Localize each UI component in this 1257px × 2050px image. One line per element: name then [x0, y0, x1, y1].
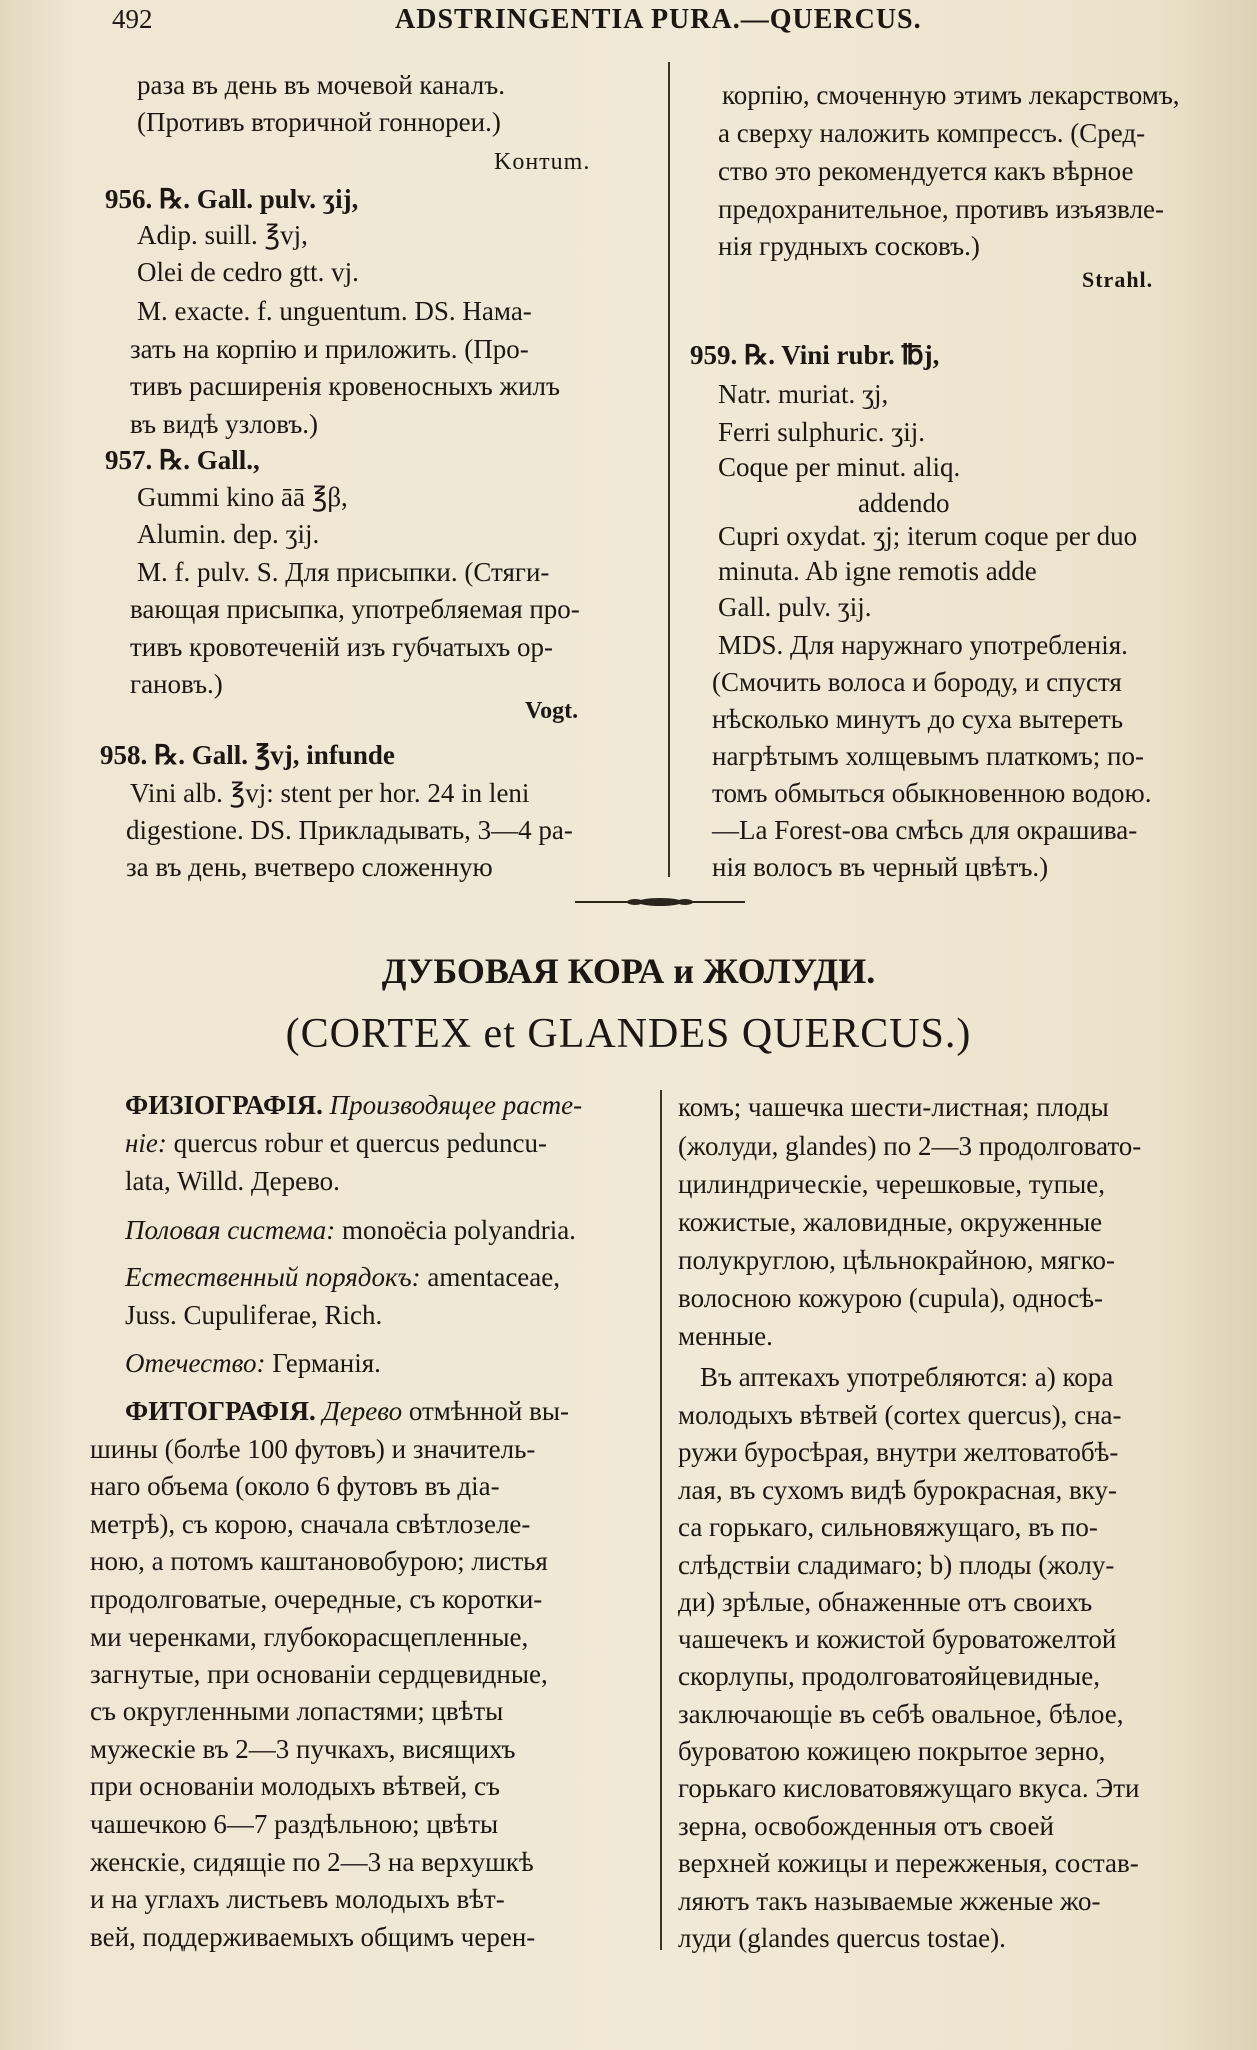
text-line: нѣсколько минутъ до суха вытереть	[712, 704, 1124, 734]
signature: Strahl.	[1082, 267, 1154, 292]
text-line: мужескіе въ 2—3 пучкахъ, висящихъ	[90, 1734, 516, 1764]
text-line: Въ аптекахъ употребляются: a) кора	[700, 1362, 1114, 1392]
text-line: зать на корпію и приложить. (Про-	[130, 334, 529, 364]
text-line: M. exacte. f. unguentum. DS. Нама-	[137, 296, 532, 326]
recipe-heading: 958. ℞. Gall. ℥vj, infunde	[100, 740, 395, 770]
text-line: Vini alb. ℥vj: stent per hor. 24 in leni	[130, 778, 530, 808]
text-line: Ferri sulphuric. ʒij.	[718, 417, 925, 447]
text-line: при основаніи молодыхъ вѣтвей, съ	[90, 1771, 500, 1801]
text-line: раза въ день въ мочевой каналъ.	[137, 70, 505, 100]
text-line: (Смочить волоса и бороду, и спустя	[712, 667, 1122, 697]
text-line: Juss. Cupuliferae, Rich.	[125, 1300, 383, 1330]
text-line: верхней кожицы и пережженыя, состав-	[678, 1848, 1139, 1878]
text-line: ство это рекомендуется какъ вѣрное	[718, 156, 1134, 186]
text-line: тивъ расширенія кровеносныхъ жилъ	[130, 371, 560, 401]
text-line: са горькаго, сильновяжущаго, въ по-	[678, 1512, 1098, 1542]
text-line: за въ день, вчетверо сложенную	[126, 852, 493, 882]
text-line: зерна, освобожденныя отъ своей	[678, 1811, 1054, 1841]
text-line: Половая система: monoёcia polyandria.	[125, 1215, 576, 1245]
text-line: тивъ кровотеченій изъ губчатыхъ ор-	[130, 632, 553, 662]
ornament-divider	[575, 897, 745, 907]
running-head: ADSTRINGENTIA PURA.—QUERCUS.	[395, 4, 922, 35]
text-line: заключающіе въ себѣ овальное, бѣлое,	[678, 1699, 1124, 1729]
text-line: ФИТОГРАФІЯ. Дерево отмѣнной вы-	[125, 1396, 569, 1426]
text-line: метрѣ), съ корою, сначала свѣтлозеле-	[90, 1509, 531, 1539]
text-line: цилиндрическіе, черешковые, тупые,	[678, 1169, 1106, 1199]
recipe-heading: 959. ℞. Vini rubr. ℔j,	[690, 340, 940, 370]
text-line: томъ обмыться обыкновенною водою.	[712, 778, 1152, 808]
text-line: женскіе, сидящіе по 2—3 на верхушкѣ	[90, 1847, 534, 1877]
text-line: шины (болѣе 100 футовъ) и значитель-	[90, 1434, 536, 1464]
text-line: скорлупы, продолговатояйцевидные,	[678, 1661, 1101, 1691]
text-line: наго объема (около 6 футовъ въ діа-	[90, 1471, 500, 1501]
text-line: и на углахъ листьевъ молодыхъ вѣт-	[90, 1884, 505, 1914]
text-line: а сверху наложить компрессъ. (Сред-	[718, 118, 1146, 148]
text-line: чашечекъ и кожистой буроватожелтой	[678, 1624, 1117, 1654]
text-line	[125, 1090, 582, 1120]
text-line: корпію, смоченную этимъ лекарствомъ,	[722, 80, 1180, 110]
text-line: Olei de cedro gtt. vj.	[137, 257, 359, 287]
recipe-heading: 957. ℞. Gall.,	[105, 445, 260, 475]
text-line: MDS. Для наружнаго употребленія.	[718, 630, 1128, 660]
text-line: addendo	[858, 488, 950, 518]
text-line: minuta. Ab igne remotis adde	[718, 556, 1037, 586]
text-line: Cupri oxydat. ʒj; iterum coque per duo	[718, 521, 1138, 551]
text-line: предохранительное, противъ изъязвле-	[718, 194, 1165, 224]
text-line: слѣдствіи сладимаго; b) плоды (жолу-	[678, 1550, 1115, 1580]
text-line: Alumin. dep. ʒij.	[137, 519, 320, 549]
section-latin-title: (CORTEX et GLANDES QUERCUS.)	[285, 1011, 972, 1057]
text-line: ляютъ такъ называемые жженые жо-	[678, 1886, 1101, 1916]
text-line: Coque per minut. aliq.	[718, 452, 961, 482]
text-line: вающая присыпка, употребляемая про-	[130, 594, 580, 624]
text-line: въ видѣ узловъ.)	[130, 409, 319, 439]
text-line: гановъ.)	[130, 669, 223, 699]
term-plant-cont: ніе:	[125, 1128, 167, 1158]
term-physiography: ФИЗІОГРАФІЯ.	[125, 1090, 323, 1120]
recipe-heading: 956. ℞. Gall. pulv. ʒij,	[105, 184, 359, 214]
signature: Vogt.	[525, 698, 579, 724]
text-line: волосною кожурою (cupula), односѣ-	[678, 1283, 1104, 1313]
text-line: (жолуди, glandes) по 2—3 продолговато-	[678, 1131, 1142, 1161]
column-rule-top	[668, 62, 670, 877]
text-line: M. f. pulv. S. Для присыпки. (Стяги-	[137, 557, 550, 587]
text-line: загнутые, при основаніи сердцевидные,	[90, 1659, 548, 1689]
signature: Koнтum.	[494, 149, 591, 175]
text-line: —La Forest-ова смѣсь для окрашива-	[712, 815, 1138, 845]
text-line: ружи буросѣрая, внутри желтоватобѣ-	[678, 1437, 1119, 1467]
text-line: продолговатые, очередные, съ коротки-	[90, 1584, 543, 1614]
page-header	[0, 0, 1257, 46]
text-line: кожистые, жаловидные, окруженные	[678, 1207, 1103, 1237]
text-line: нія грудныхъ сосковъ.)	[718, 231, 980, 261]
section-title: ДУБОВАЯ КОРА и ЖОЛУДИ.	[381, 951, 876, 991]
term-plant: Производящее расте-	[329, 1090, 583, 1120]
text-line: молодыхъ вѣтвей (cortex quercus), сна-	[678, 1400, 1122, 1430]
term-sexual-system: Половая система:	[125, 1215, 336, 1245]
text-line: ми черенками, глубокорасщепленные,	[90, 1622, 529, 1652]
text-line: лая, въ сухомъ видѣ бурокрасная, вку-	[678, 1475, 1118, 1505]
text-line: комъ; чашечка шести-листная; плоды	[678, 1092, 1109, 1122]
text-line: нагрѣтымъ холщевымъ платкомъ; по-	[712, 741, 1144, 771]
text-line: нія волосъ въ черный цвѣтъ.)	[712, 852, 1049, 882]
text-line: ніе: quercus robur et quercus pedunсu-	[125, 1128, 547, 1158]
term-fatherland: Отечество:	[125, 1348, 266, 1378]
text-line: съ округленными лопастями; цвѣты	[90, 1696, 504, 1726]
column-rule-bottom	[660, 1090, 662, 1950]
text-line: digestione. DS. Прикладывать, 3—4 ра-	[126, 815, 573, 845]
text-line: Gummi kino āā ℥β,	[137, 482, 348, 512]
text-line: lata, Willd. Дерево.	[125, 1166, 340, 1196]
text-line: чашечкою 6—7 раздѣльною; цвѣты	[90, 1809, 499, 1839]
text-line: Gall. pulv. ʒij.	[718, 592, 872, 622]
text-line: ною, а потомъ каштановобурою; листья	[90, 1546, 548, 1576]
term-phytography: ФИТОГРАФІЯ.	[125, 1396, 316, 1426]
text-line: ди) зрѣлые, обнаженные отъ своихъ	[678, 1587, 1093, 1617]
text-line: полукруглою, цѣльнокрайною, мягко-	[678, 1245, 1116, 1275]
text-line: Отечество: Германія.	[125, 1348, 381, 1378]
term-natural-order: Естественный порядокъ:	[125, 1262, 421, 1292]
text-line: Natr. muriat. ʒj,	[718, 379, 889, 409]
text-line: Adip. suill. ℥vj,	[137, 220, 308, 250]
text-line: вей, поддерживаемыхъ общимъ черен-	[90, 1922, 536, 1952]
page-number: 492	[112, 4, 153, 34]
text-line: менные.	[678, 1321, 773, 1351]
text-line: Естественный порядокъ: amentaceae,	[125, 1262, 560, 1292]
text-line: (Противъ вторичной гоннореи.)	[137, 107, 501, 137]
text-line: горькаго кисловатовяжущаго вкуса. Эти	[678, 1773, 1140, 1803]
text-line: луди (glandes quercus tostae).	[678, 1923, 1006, 1953]
text-line: буроватою кожицею покрытое зерно,	[678, 1736, 1106, 1766]
